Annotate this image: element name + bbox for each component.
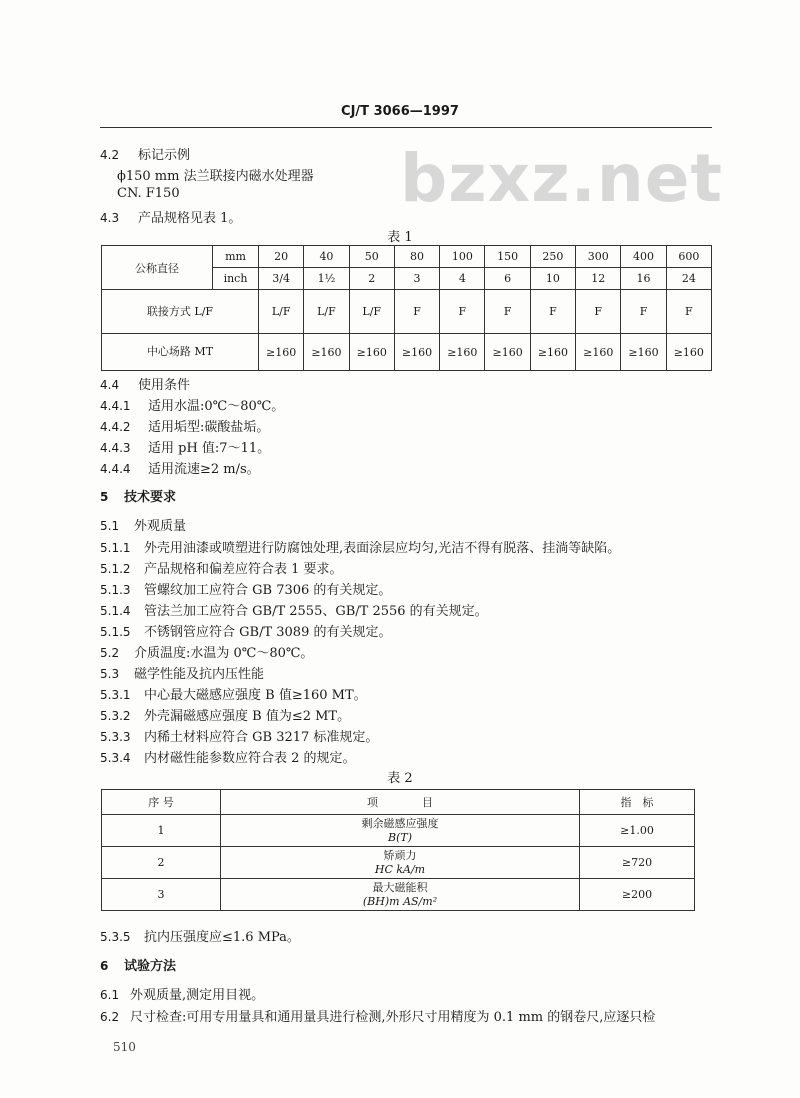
- table-cell: 1½: [304, 268, 349, 290]
- clause-text: 外壳用油漆或喷塑进行防腐蚀处理,表面涂层应均匀,光洁不得有脱落、挂淌等缺陷。: [144, 541, 621, 556]
- clause-number: 4.3: [100, 211, 120, 225]
- clause-number: 5.3: [100, 667, 120, 681]
- table-cell: 600: [666, 246, 711, 268]
- table-cell: L/F: [349, 290, 394, 334]
- clause-number: 5.1.2: [100, 562, 131, 576]
- table-cell: 3: [394, 268, 439, 290]
- table-cell: ≥160: [259, 334, 304, 371]
- table-cell: ≥720: [580, 847, 695, 879]
- clause-text: 磁学性能及抗内压性能: [134, 667, 265, 682]
- table-cell: 24: [666, 268, 711, 290]
- clause-number: 5.1.4: [100, 604, 131, 618]
- section-title: 试验方法: [124, 959, 177, 974]
- clause-number: 5.3.1: [100, 688, 131, 702]
- table2-caption: 表 2: [387, 771, 413, 786]
- clause-text: 适用 pH 值:7～11。: [148, 441, 271, 456]
- table-cell: F: [621, 290, 666, 334]
- table-header: 指 标: [580, 790, 695, 815]
- clause-5-3-5: [100, 926, 300, 945]
- item-unit: (BH)m AS/m²: [362, 894, 438, 908]
- example-line-2: CN. F150: [117, 186, 180, 201]
- item-name: 剩余磁感应强度: [361, 816, 439, 830]
- clause-text: 产品规格和偏差应符合表 1 要求。: [144, 562, 343, 577]
- clause-text: 外观质量,测定用目视。: [130, 988, 265, 1003]
- table-unit: mm: [213, 246, 259, 268]
- clause-4-3: [100, 207, 241, 226]
- clause-text: 外观质量: [134, 519, 187, 534]
- table-cell: [221, 815, 580, 847]
- table-row: [102, 246, 712, 268]
- clause-text: 适用垢型:碳酸盐垢。: [148, 420, 270, 435]
- clause-text: 抗内压强度应≤1.6 MPa。: [144, 930, 300, 945]
- table-cell: ≥160: [440, 334, 485, 371]
- clause-text: 内稀土材料应符合 GB 3217 标准规定。: [144, 730, 379, 745]
- page-header: CJ/T 3066—1997: [341, 104, 459, 119]
- section-title: 技术要求: [124, 490, 177, 505]
- table-unit: inch: [213, 268, 259, 290]
- table-cell: F: [394, 290, 439, 334]
- clause-text: 管螺纹加工应符合 GB 7306 的有关规定。: [144, 583, 392, 598]
- table-cell: [221, 847, 580, 879]
- clause-number: 6: [100, 959, 109, 973]
- clause-number: 6.1: [100, 988, 120, 1002]
- table-header: 项 目: [221, 790, 580, 815]
- table-row: [102, 790, 695, 815]
- table-cell: 20: [259, 246, 304, 268]
- table-cell: [221, 879, 580, 911]
- table-cell: ≥160: [576, 334, 621, 371]
- clause-number: 4.4.2: [100, 420, 131, 434]
- clause-5-1-5: [100, 621, 391, 640]
- clause-number: 5.3.5: [100, 930, 131, 944]
- clause-number: 6.2: [100, 1010, 120, 1024]
- clause-text: 不锈钢管应符合 GB/T 3089 的有关规定。: [144, 625, 392, 640]
- clause-5-3-2: [100, 705, 350, 724]
- clause-text: 中心最大磁感应强度 B 值≥160 MT。: [144, 688, 367, 703]
- clause-5-1-4: [100, 600, 488, 619]
- table-cell: F: [666, 290, 711, 334]
- table-cell: ≥160: [621, 334, 666, 371]
- item-unit: B(T): [387, 830, 412, 844]
- clause-5-3-3: [100, 726, 378, 745]
- clause-text: 使用条件: [138, 378, 191, 393]
- clause-number: 5.1.5: [100, 625, 131, 639]
- header-rule: [100, 127, 712, 128]
- section-6: [100, 955, 176, 974]
- table-row: [102, 334, 712, 371]
- clause-number: 5.1: [100, 519, 120, 533]
- clause-number: 4.4.1: [100, 399, 131, 413]
- table-row: [102, 847, 695, 879]
- clause-number: 4.4: [100, 378, 120, 392]
- clause-6-1: [100, 984, 264, 1003]
- table-cell: 3: [102, 879, 221, 911]
- table-cell: 10: [530, 268, 575, 290]
- table-header: 公称直径: [102, 246, 213, 290]
- clause-5-3-4: [100, 747, 356, 766]
- clause-number: 4.4.4: [100, 462, 131, 476]
- clause-number: 5.1.3: [100, 583, 131, 597]
- clause-5-1-1: [100, 537, 620, 556]
- table-cell: 50: [349, 246, 394, 268]
- table-cell: ≥1.00: [580, 815, 695, 847]
- clause-number: 4.2: [100, 148, 120, 162]
- clause-4-4-3: [100, 437, 270, 456]
- section-5: [100, 486, 176, 505]
- item-name: 矫顽力: [383, 848, 417, 862]
- clause-5-3-1: [100, 684, 367, 703]
- table-cell: 3/4: [259, 268, 304, 290]
- table2: [101, 789, 695, 911]
- table-cell: ≥160: [394, 334, 439, 371]
- table-cell: L/F: [304, 290, 349, 334]
- table-header: 序 号: [102, 790, 221, 815]
- table-header: 中心场路 MT: [102, 334, 259, 371]
- table-cell: ≥160: [530, 334, 575, 371]
- clause-5-1-2: [100, 558, 343, 577]
- clause-number: 5.3.2: [100, 709, 131, 723]
- table-row: [102, 879, 695, 911]
- clause-5-2: [100, 642, 313, 661]
- clause-text: 适用水温:0℃～80℃。: [148, 399, 285, 414]
- table-cell: 4: [440, 268, 485, 290]
- clause-5-1: [100, 515, 186, 534]
- clause-number: 5: [100, 490, 109, 504]
- clause-number: 5.3.4: [100, 751, 131, 765]
- table-cell: F: [530, 290, 575, 334]
- table-cell: 250: [530, 246, 575, 268]
- table-cell: 2: [102, 847, 221, 879]
- clause-number: 5.3.3: [100, 730, 131, 744]
- table1-caption: 表 1: [387, 230, 413, 245]
- table-cell: ≥160: [304, 334, 349, 371]
- clause-text: 标记示例: [138, 148, 191, 163]
- item-unit: HC kA/m: [374, 862, 426, 876]
- clause-6-2: [100, 1006, 655, 1025]
- clause-text: 管法兰加工应符合 GB/T 2555、GB/T 2556 的有关规定。: [144, 604, 488, 619]
- table-cell: 40: [304, 246, 349, 268]
- watermark: bzxz.net: [400, 140, 724, 217]
- table-cell: 12: [576, 268, 621, 290]
- table-cell: ≥160: [485, 334, 530, 371]
- clause-4-4-1: [100, 395, 284, 414]
- table-cell: F: [576, 290, 621, 334]
- clause-5-1-3: [100, 579, 391, 598]
- clause-text: 外壳漏磁感应强度 B 值为≤2 MT。: [144, 709, 351, 724]
- clause-4-4-2: [100, 416, 269, 435]
- table-cell: F: [485, 290, 530, 334]
- table-cell: ≥200: [580, 879, 695, 911]
- table-cell: 80: [394, 246, 439, 268]
- clause-5-3: [100, 663, 264, 682]
- table1: [101, 245, 712, 371]
- table-cell: 16: [621, 268, 666, 290]
- table-cell: 6: [485, 268, 530, 290]
- table-cell: L/F: [259, 290, 304, 334]
- table-cell: ≥160: [349, 334, 394, 371]
- item-name: 最大磁能积: [372, 880, 428, 894]
- example-line-1: ϕ150 mm 法兰联接内磁水处理器: [117, 169, 314, 184]
- clause-number: 5.1.1: [100, 541, 131, 555]
- page-number: 510: [113, 1040, 136, 1054]
- table-cell: F: [440, 290, 485, 334]
- clause-text: 适用流速≥2 m/s。: [148, 462, 260, 477]
- clause-number: 5.2: [100, 646, 120, 660]
- clause-text: 尺寸检查:可用专用量具和通用量具进行检测,外形尺寸用精度为 0.1 mm 的钢卷尺,应逐只检: [130, 1010, 656, 1025]
- table-row: [102, 290, 712, 334]
- table-cell: ≥160: [666, 334, 711, 371]
- table-cell: 1: [102, 815, 221, 847]
- table-header: 联接方式 L/F: [102, 290, 259, 334]
- clause-text: 产品规格见表 1。: [138, 211, 242, 226]
- clause-4-4: [100, 374, 190, 393]
- clause-4-4-4: [100, 458, 260, 477]
- table-cell: 400: [621, 246, 666, 268]
- clause-4-2: [100, 144, 190, 163]
- table-cell: 300: [576, 246, 621, 268]
- table-row: [102, 815, 695, 847]
- table-cell: 2: [349, 268, 394, 290]
- table-cell: 150: [485, 246, 530, 268]
- clause-text: 内材磁性能参数应符合表 2 的规定。: [144, 751, 356, 766]
- clause-text: 介质温度:水温为 0℃～80℃。: [134, 646, 314, 661]
- table-cell: 100: [440, 246, 485, 268]
- clause-number: 4.4.3: [100, 441, 131, 455]
